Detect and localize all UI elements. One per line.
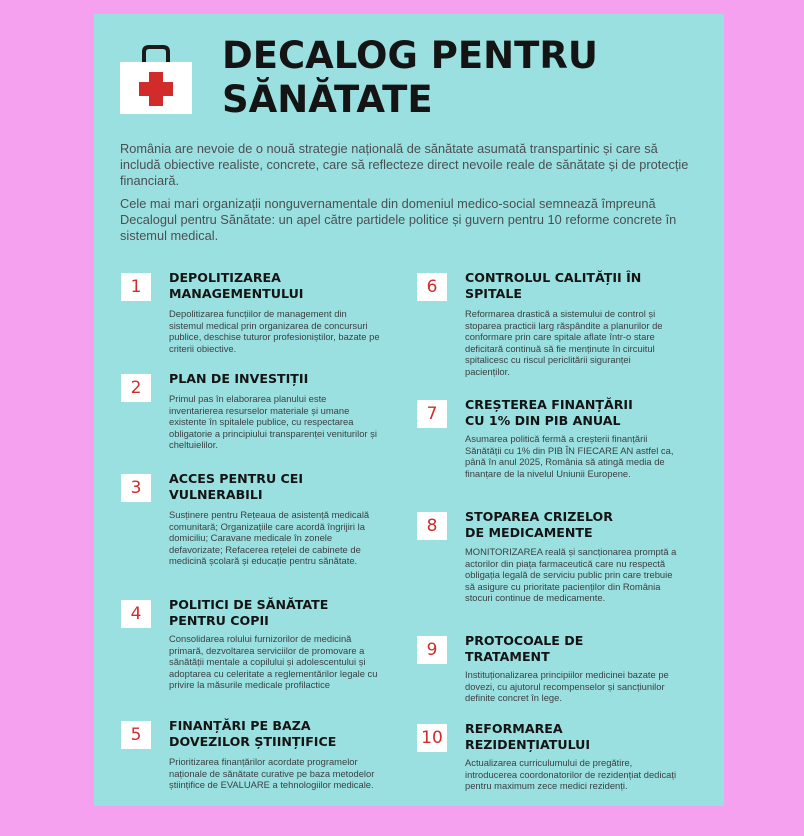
item-title: STOPAREA CRIZELOR DE MEDICAMENTE [465, 509, 613, 540]
page-title [222, 34, 702, 122]
item-text: Instituționalizarea principiilor medicinei bazate pe dovezi, cu ajutorul recompenselor și sancțiunilor definite concret în lege. [465, 669, 669, 704]
item-title: PLAN DE INVESTIȚII [169, 371, 309, 386]
item-number-badge: 9 [417, 636, 447, 664]
title-line-2: SĂNĂTATE [222, 78, 433, 121]
item-title: DEPOLITIZAREA MANAGEMENTULUI [169, 270, 304, 301]
item-number-badge: 10 [417, 724, 447, 752]
item-number-badge: 6 [417, 273, 447, 301]
item-text: Actualizarea curriculumului de pregătire, introducerea coordonatorilor de rezidențiat dedicați pentru maximum zece medici rezidenți. [465, 757, 677, 792]
item-number-badge: 4 [121, 600, 151, 628]
item-title: ACCES PENTRU CEI VULNERABILI [169, 471, 304, 502]
item-number-badge: 1 [121, 273, 151, 301]
intro-paragraph-2: Cele mai mari organizații nonguvernamentale din domeniul medico-social semnează împreună Decalogul pentru Sănătate: un apel către partidele politice și guvern pentru 10 reforme concrete în sistemul medical. [120, 196, 677, 243]
item-number-badge: 7 [417, 400, 447, 428]
item-text: Susținere pentru Rețeaua de asistență medicală comunitară; Organizațiile care acordă îngrijiri la domiciliu; Caravane medicale în zonele defavorizate; Refacerea rețelei de cabinete de medicină școlară și educație pentru sănătate. [169, 509, 370, 567]
item-title: PROTOCOALE DE TRATAMENT [465, 633, 584, 664]
item-text: Consolidarea rolului furnizorilor de medicină primară, dezvoltarea serviciilor de promovare a sănătății mentale a copilului și adolescentului și adoptarea cu celeritate a reglementărilor legale cu privire la măsurile medicale profilactice [169, 633, 378, 691]
item-text: Asumarea politică fermă a creșterii finanțării Sănătății cu 1% din PIB ÎN FIECARE AN astfel ca, până în anul 2025, România să atingă media de finanțare de la nivelul Uniunii Europene. [465, 433, 674, 479]
item-title: POLITICI DE SĂNĂTATE PENTRU COPII [169, 597, 329, 628]
first-aid-kit-icon [118, 42, 194, 116]
poster [94, 14, 724, 806]
intro-paragraph-1: România are nevoie de o nouă strategie națională de sănătate asumată transpartinic și care să includă obiective realiste, concrete, care să reflecteze direct nevoile reale de sănătate și de protecție financiară. [120, 141, 689, 188]
item-text: Primul pas în elaborarea planului este inventarierea resurselor materiale și umane existente în spitalele publice, cu respectarea obligatorie a principiului transparenței veniturilor și cheltuielilor. [169, 393, 377, 451]
item-number-badge: 5 [121, 721, 151, 749]
item-text: Prioritizarea finanțărilor acordate programelor naționale de sănătate curative pe baza metodelor științifice de EVALUARE a tehnologiilor medicale. [169, 756, 375, 791]
item-title: CREȘTEREA FINANȚĂRII CU 1% DIN PIB ANUAL [465, 397, 633, 428]
item-number-badge: 3 [121, 474, 151, 502]
item-number-badge: 8 [417, 512, 447, 540]
item-title: FINANȚĂRI PE BAZA DOVEZILOR ȘTIINȚIFICE [169, 718, 337, 749]
item-title: REFORMAREA REZIDENȚIATULUI [465, 721, 591, 752]
title-line-1: DECALOG PENTRU [222, 34, 598, 77]
item-number-badge: 2 [121, 374, 151, 402]
item-text: Reformarea drastică a sistemului de control și stoparea practicii larg răspândite a planurilor de conformare prin care spitale aflate într-o stare deficitară continuă să fie menținute în circuitul spitalicesc cu riscul periclitării siguranței pacienților. [465, 308, 663, 377]
item-title: CONTROLUL CALITĂȚII ÎN SPITALE [465, 270, 642, 301]
item-text: MONITORIZAREA reală și sancționarea promptă a actorilor din piața farmaceutică care nu respectă obligația legală de serviciu public prin care trebuie să asigure cu prioritate pacienților din România stocuri continue de medicamente. [465, 546, 677, 604]
item-text: Depolitizarea funcțiilor de management din sistemul medical prin organizarea de concursuri publice, deschise tuturor profesioniștilor, bazate pe criterii obiective. [169, 308, 380, 354]
